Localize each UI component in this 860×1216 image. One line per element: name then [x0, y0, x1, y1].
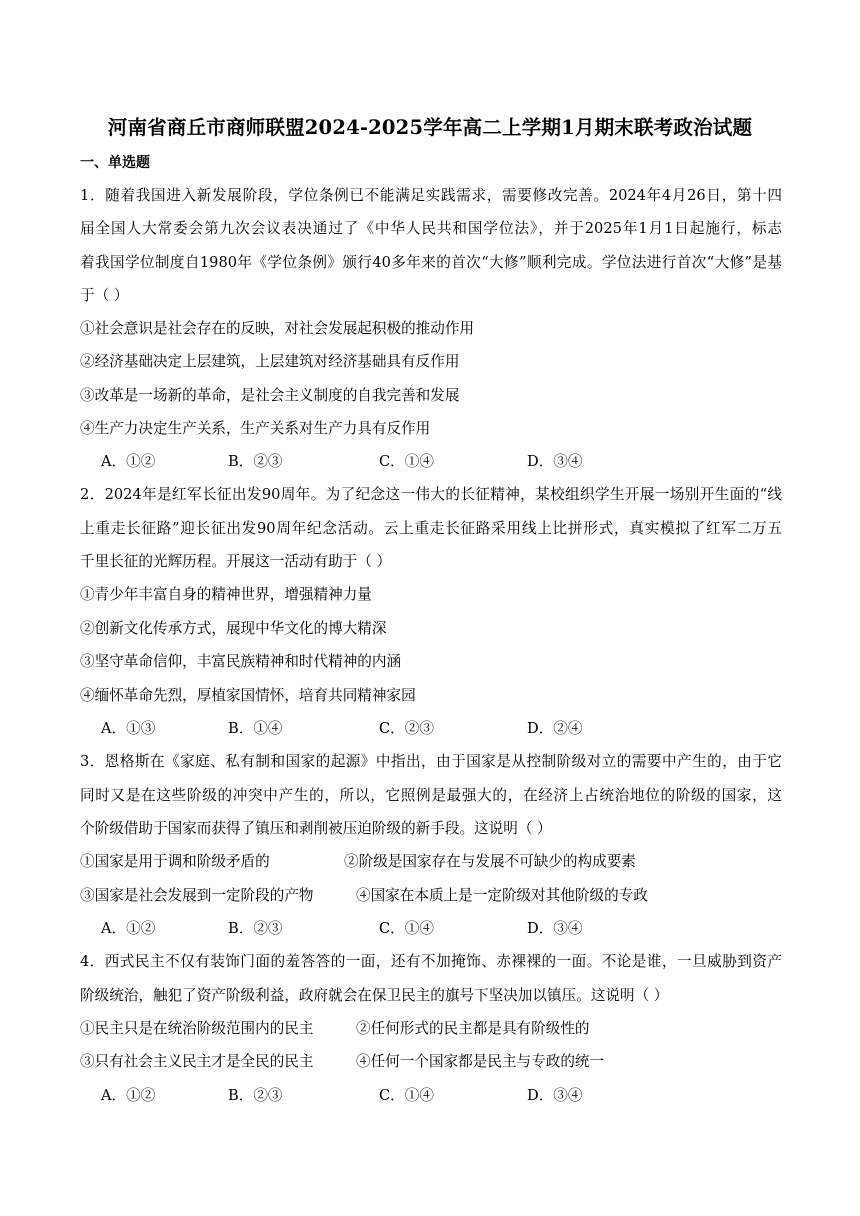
question-3-stem-line: 个阶级借助于国家而获得了镇压和剥削被压迫阶级的新手段。这说明（ ） — [80, 820, 552, 837]
question-2-statement: ③坚守革命信仰，丰富民族精神和时代精神的内涵 — [80, 653, 402, 670]
question-3-option-d[interactable]: D．③④ — [527, 920, 583, 937]
question-4-option-a[interactable]: A．①② — [101, 1087, 156, 1104]
question-2-stem-line: 上重走长征路”迎长征出发90周年纪念活动。云上重走长征路采用线上比拼形式，真实模拟了红军二万五 — [80, 520, 782, 537]
question-4-option-b[interactable]: B．②③ — [228, 1087, 283, 1104]
question-3-statement: ④国家在本质上是一定阶级对其他阶级的专政 — [356, 887, 648, 904]
question-4-statement: ④任何一个国家都是民主与专政的统一 — [356, 1053, 605, 1070]
question-1-option-a[interactable]: A．①② — [101, 453, 156, 470]
question-3-option-c[interactable]: C．①④ — [379, 920, 434, 937]
question-2-statement: ②创新文化传承方式，展现中华文化的博大精深 — [80, 620, 387, 637]
question-2-statement: ①青少年丰富自身的精神世界，增强精神力量 — [80, 586, 372, 603]
question-4-stem-line: 4．西式民主不仅有装饰门面的羞答答的一面，还有不加掩饰、赤裸裸的一面。不论是谁，一旦威胁到资产 — [80, 953, 782, 970]
question-3-option-b[interactable]: B．②③ — [228, 920, 283, 937]
question-1-statement: ①社会意识是社会存在的反映，对社会发展起积极的推动作用 — [80, 320, 475, 337]
question-2-stem-line: 千里长征的光辉历程。开展这一活动有助于（ ） — [80, 553, 392, 570]
question-4-statement: ①民主只是在统治阶级范围内的民主 — [80, 1020, 314, 1037]
question-2-option-c[interactable]: C．②③ — [379, 720, 434, 737]
question-4-stem-line: 阶级统治，触犯了资产阶级利益，政府就会在保卫民主的旗号下坚决加以镇压。这说明（ ） — [80, 987, 669, 1004]
question-2-option-a[interactable]: A．①③ — [101, 720, 156, 737]
question-1-statement: ③改革是一场新的革命，是社会主义制度的自我完善和发展 — [80, 387, 460, 404]
question-1-statement: ②经济基础决定上层建筑，上层建筑对经济基础具有反作用 — [80, 353, 460, 370]
question-3-statement: ①国家是用于调和阶级矛盾的 — [80, 853, 270, 870]
question-2-option-d[interactable]: D．②④ — [527, 720, 583, 737]
question-2-statement: ④缅怀革命先烈，厚植家国情怀，培育共同精神家园 — [80, 687, 416, 704]
question-1-option-b[interactable]: B．②③ — [228, 453, 283, 470]
question-3-statement: ②阶级是国家存在与发展不可缺少的构成要素 — [344, 853, 636, 870]
question-4-option-c[interactable]: C．①④ — [379, 1087, 434, 1104]
question-1-stem-line: 1．随着我国进入新发展阶段，学位条例已不能满足实践需求，需要修改完善。2024年4月26日，第十四 — [80, 187, 782, 204]
question-1-option-c[interactable]: C．①④ — [379, 453, 434, 470]
question-4-statement: ③只有社会主义民主才是全民的民主 — [80, 1053, 314, 1070]
question-3-option-a[interactable]: A．①② — [101, 920, 156, 937]
question-2-option-b[interactable]: B．①④ — [228, 720, 283, 737]
question-3-stem-line: 3．恩格斯在《家庭、私有制和国家的起源》中指出，由于国家是从控制阶级对立的需要中产生的，由于它 — [80, 753, 782, 770]
question-4-statement: ②任何形式的民主都是具有阶级性的 — [356, 1020, 590, 1037]
question-4-option-d[interactable]: D．③④ — [527, 1087, 583, 1104]
question-1-option-d[interactable]: D．③④ — [527, 453, 583, 470]
question-1-statement: ④生产力决定生产关系，生产关系对生产力具有反作用 — [80, 420, 431, 437]
section-heading: 一、单选题 — [80, 155, 150, 171]
question-1-stem-line: 于（ ） — [80, 287, 129, 304]
exam-title: 河南省商丘市商师联盟2024-2025学年高二上学期1月期末联考政治试题 — [107, 116, 753, 139]
question-1-stem-line: 届全国人大常委会第九次会议表决通过了《中华人民共和国学位法》，并于2025年1月1日起施行，标志 — [80, 220, 782, 237]
question-3-statement: ③国家是社会发展到一定阶段的产物 — [80, 887, 314, 904]
question-1-stem-line: 着我国学位制度自1980年《学位条例》颁行40多年来的首次“大修”顺利完成。学位法进行首次“大修”是基 — [80, 254, 782, 271]
question-2-stem-line: 2．2024年是红军长征出发90周年。为了纪念这一伟大的长征精神，某校组织学生开展一场别开生面的“线 — [80, 486, 782, 503]
question-3-stem-line: 同时又是在这些阶级的冲突中产生的，所以，它照例是最强大的，在经济上占统治地位的阶级的国家，这 — [80, 787, 782, 804]
